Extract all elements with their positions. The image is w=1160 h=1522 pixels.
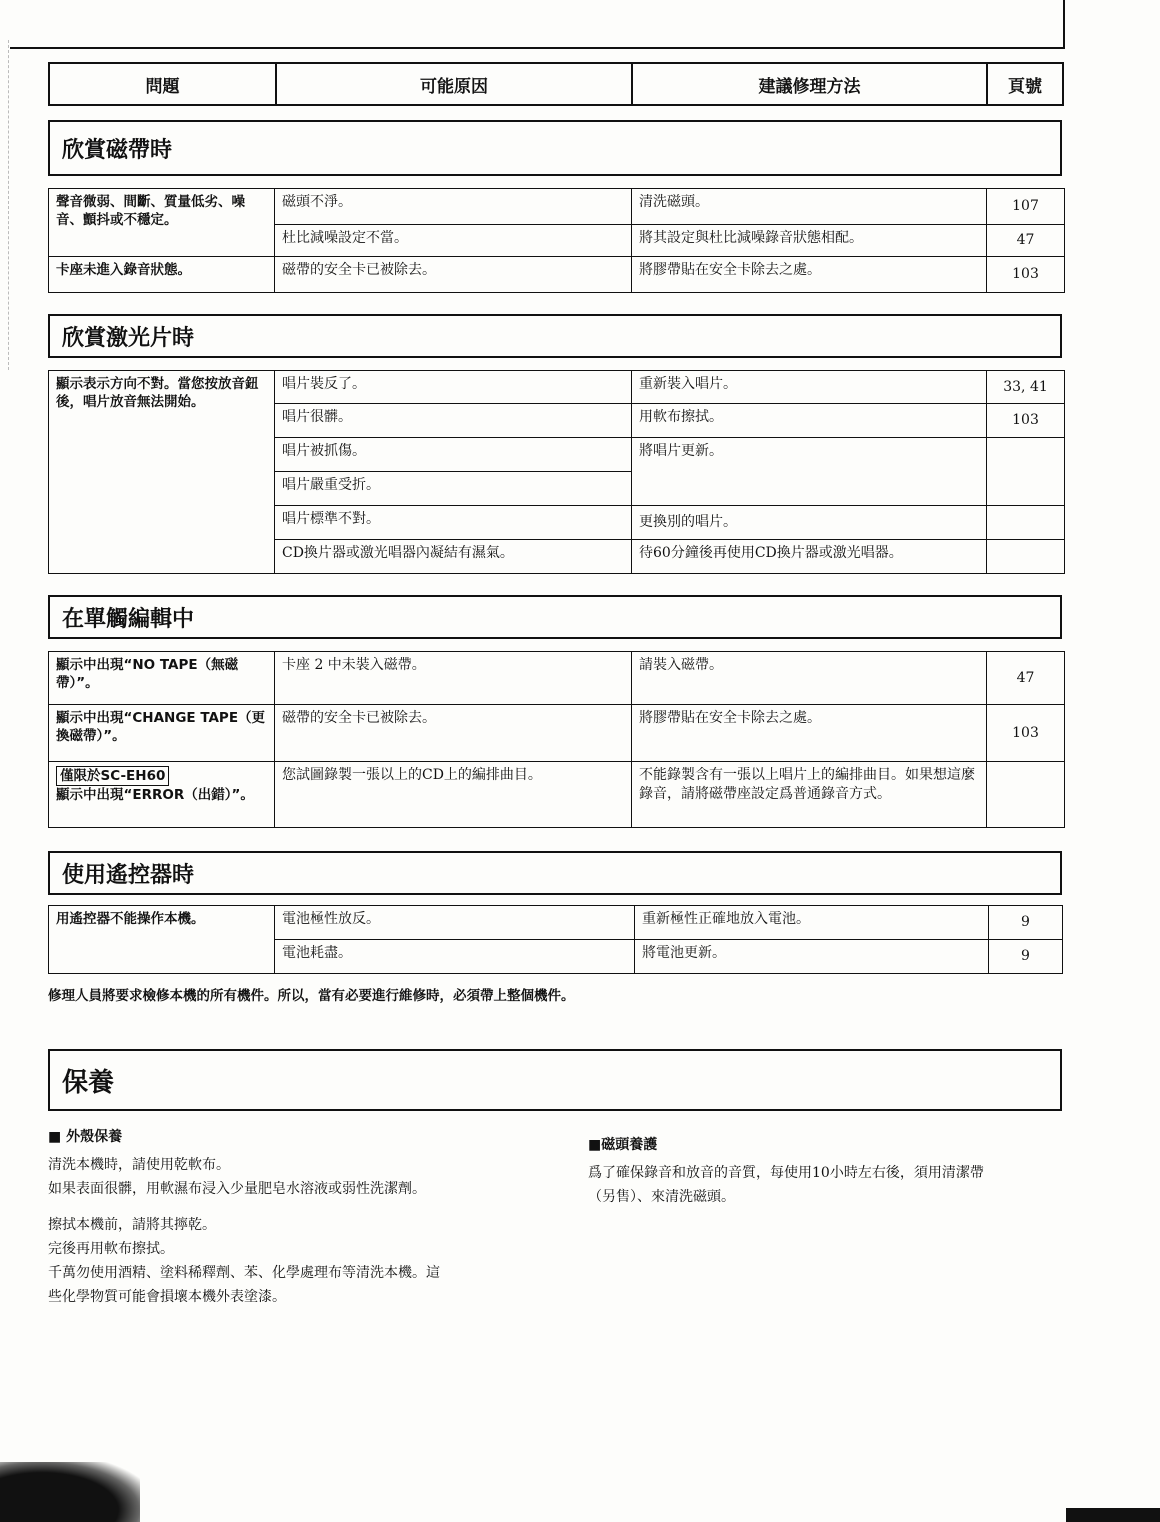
cause-cell: 電池耗盡。 bbox=[275, 940, 635, 974]
cause-cell: 磁帶的安全卡已被除去。 bbox=[275, 257, 632, 293]
problem-cell: 顯示中出現“CHANGE TAPE（更換磁帶）”。 bbox=[49, 705, 275, 762]
table-row bbox=[49, 705, 1065, 762]
table-row bbox=[49, 652, 1065, 705]
problem-cell: 用遙控器不能操作本機。 bbox=[49, 906, 275, 974]
head-care-block bbox=[588, 1133, 1068, 1209]
remedy-cell: 清洗磁頭。 bbox=[632, 189, 987, 225]
remedy-cell: 請裝入磁帶。 bbox=[632, 652, 987, 705]
section-title-maintenance: 保養 bbox=[48, 1049, 1062, 1111]
service-note: 修理人員將要求檢修本機的所有機件。所以，當有必要進行維修時，必須帶上整個機件。 bbox=[48, 988, 575, 1004]
table-cd bbox=[48, 370, 1065, 574]
exterior-care-block bbox=[48, 1125, 548, 1309]
header-problem: 問題 bbox=[50, 64, 277, 104]
cause-cell: 您試圖錄製一張以上的CD上的編排曲目。 bbox=[275, 762, 632, 828]
cause-cell: 唱片很髒。 bbox=[275, 404, 632, 438]
care-line: （另售）、來清洗磁頭。 bbox=[588, 1189, 735, 1205]
cause-cell: 電池極性放反。 bbox=[275, 906, 635, 940]
page-cell: 103 bbox=[987, 404, 1065, 438]
care-line: 千萬勿使用酒精、塗料稀釋劑、苯、化學處理布等清洗本機。這 bbox=[48, 1265, 440, 1281]
problem-cell bbox=[49, 762, 275, 828]
scan-shadow bbox=[0, 1462, 140, 1522]
care-line: 完後再用軟布擦拭。 bbox=[48, 1241, 174, 1257]
page-cell: 33, 41 bbox=[987, 371, 1065, 404]
model-only-tag: 僅限於SC-EH60 bbox=[56, 766, 169, 786]
cause-cell: 唱片標準不對。 bbox=[275, 506, 632, 540]
page-cell bbox=[987, 540, 1065, 574]
page-edge-mark bbox=[1066, 1508, 1160, 1522]
page-cell: 107 bbox=[987, 189, 1065, 225]
remedy-cell: 將其設定與杜比減噪錄音狀態相配。 bbox=[632, 225, 987, 257]
care-line: 爲了確保錄音和放音的音質，每使用10小時左右後，須用清潔帶 bbox=[588, 1165, 984, 1181]
table-row bbox=[49, 906, 1063, 940]
page-cell bbox=[987, 438, 1065, 506]
remedy-cell: 將膠帶貼在安全卡除去之處。 bbox=[632, 257, 987, 293]
page-cell: 9 bbox=[989, 906, 1063, 940]
care-line: 如果表面很髒，用軟濕布浸入少量肥皂水溶液或弱性洗潔劑。 bbox=[48, 1181, 426, 1197]
section-title-remote: 使用遙控器時 bbox=[48, 851, 1062, 895]
remedy-cell: 將膠帶貼在安全卡除去之處。 bbox=[632, 705, 987, 762]
top-border-corner bbox=[1063, 0, 1065, 49]
page-cell: 103 bbox=[987, 257, 1065, 293]
cause-cell: 唱片嚴重受折。 bbox=[275, 472, 632, 506]
remedy-cell: 不能錄製含有一張以上唱片上的編排曲目。如果想這麼錄音，請將磁帶座設定爲普通錄音方式。 bbox=[632, 762, 987, 828]
cause-cell: 磁帶的安全卡已被除去。 bbox=[275, 705, 632, 762]
remedy-cell: 將唱片更新。 bbox=[632, 438, 987, 506]
cause-cell: 磁頭不淨。 bbox=[275, 189, 632, 225]
table-row bbox=[49, 371, 1065, 404]
cause-cell: 杜比減噪設定不當。 bbox=[275, 225, 632, 257]
section-title-cd: 欣賞激光片時 bbox=[48, 314, 1062, 358]
problem-cell: 聲音微弱、間斷、質量低劣、噪音、顫抖或不穩定。 bbox=[49, 189, 275, 257]
section-title-tape: 欣賞磁帶時 bbox=[48, 120, 1062, 176]
problem-text: 顯示中出現“ERROR（出錯）”。 bbox=[56, 787, 254, 803]
page-cell bbox=[987, 762, 1065, 828]
header-remedy: 建議修理方法 bbox=[633, 64, 988, 104]
head-care-heading: ■磁頭養護 bbox=[588, 1137, 658, 1153]
section-title-edit: 在單觸編輯中 bbox=[48, 595, 1062, 639]
cause-cell: 唱片裝反了。 bbox=[275, 371, 632, 404]
table-row bbox=[49, 257, 1065, 293]
cause-cell: CD換片器或激光唱器內凝結有濕氣。 bbox=[275, 540, 632, 574]
page-cell: 47 bbox=[987, 225, 1065, 257]
page-cell: 47 bbox=[987, 652, 1065, 705]
table-tape bbox=[48, 188, 1065, 293]
problem-cell: 顯示表示方向不對。當您按放音鈕後，唱片放音無法開始。 bbox=[49, 371, 275, 574]
exterior-care-heading: ■ 外殼保養 bbox=[48, 1129, 123, 1145]
problem-cell: 卡座未進入錄音狀態。 bbox=[49, 257, 275, 293]
scan-margin-marks bbox=[8, 40, 13, 370]
remedy-cell: 重新極性正確地放入電池。 bbox=[635, 906, 989, 940]
remedy-cell: 待60分鐘後再使用CD換片器或激光唱器。 bbox=[632, 540, 987, 574]
cause-cell: 唱片被抓傷。 bbox=[275, 438, 632, 472]
care-line: 些化學物質可能會損壞本機外表塗漆。 bbox=[48, 1289, 286, 1305]
table-row bbox=[49, 762, 1065, 828]
header-cause: 可能原因 bbox=[277, 64, 633, 104]
care-line: 清洗本機時，請使用乾軟布。 bbox=[48, 1157, 230, 1173]
table-remote bbox=[48, 905, 1063, 974]
table-row bbox=[49, 189, 1065, 225]
care-line: 擦拭本機前，請將其擰乾。 bbox=[48, 1217, 216, 1233]
page-cell: 103 bbox=[987, 705, 1065, 762]
remedy-cell: 用軟布擦拭。 bbox=[632, 404, 987, 438]
top-border-line bbox=[10, 47, 1065, 49]
remedy-cell: 重新裝入唱片。 bbox=[632, 371, 987, 404]
header-page: 頁號 bbox=[1008, 76, 1042, 97]
cause-cell: 卡座 2 中未裝入磁帶。 bbox=[275, 652, 632, 705]
page-cell bbox=[987, 506, 1065, 540]
table-edit bbox=[48, 651, 1065, 828]
remedy-cell: 更換別的唱片。 bbox=[632, 506, 987, 540]
page-cell: 9 bbox=[989, 940, 1063, 974]
troubleshooting-header bbox=[48, 62, 1064, 106]
remedy-cell: 將電池更新。 bbox=[635, 940, 989, 974]
problem-cell: 顯示中出現“NO TAPE（無磁帶）”。 bbox=[49, 652, 275, 705]
